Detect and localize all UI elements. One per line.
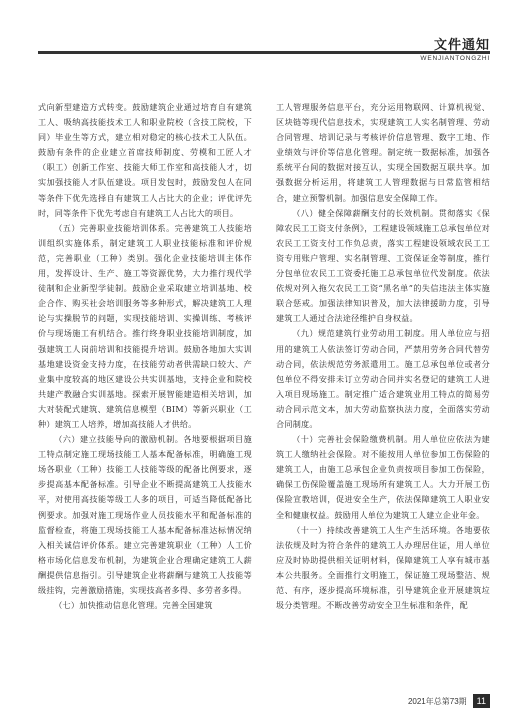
right-column xyxy=(276,100,490,613)
section-subtitle: WENJIANTONGZHI xyxy=(420,55,490,62)
page-number: 11 xyxy=(473,694,490,708)
left-column xyxy=(38,100,252,613)
paragraph: （十）完善社会保险缴费机制。用人单位应依法为建筑工人缴纳社会保险。对不能按用人单位参加工伤保险的建筑工人，由施工总承包企业负责按项目参加工伤保险，确保工伤保险覆盖施工现场所有建筑工人。大力开展工伤保险宣教培训，促进安全生产，依法保障建筑工人职业安全和健康权益。鼓励用人单位为建筑工人建立企业年金。 xyxy=(276,434,490,520)
header-rule xyxy=(38,51,490,54)
paragraph: 式向新型建造方式转变。鼓励建筑企业通过培育自有建筑工人、吸纳高技能技术工人和职业院校（含技工院校，下同）毕业生等方式，建立相对稳定的核心技术工人队伍。鼓励有条件的企业建立首席技师制度、劳模和工匠人才（职工）创新工作室、技能大师工作室和高技能人才，切实加强技能人才队伍建设。项目发包时，鼓励发包人在同等条件下优先选择自有建筑工人占比大的企业；评优评先时，同等条件下优先考虑自有建筑工人占比大的项目。 xyxy=(38,102,252,218)
paragraph: （五）完善职业技能培训体系。完善建筑工人技能培训组织实施体系，制定建筑工人职业技能标准和评价规范，完善职业（工种）类别。强化企业技能培训主体作用，发挥设计、生产、施工等资源优势，大力推行现代学徒制和企业新型学徒制。鼓励企业采取建立培训基地、校企合作、购买社会培训服务等多种形式，解决建筑工人理论与实操脱节的问题，实现技能培训、实操训练、考核评价与现场施工有机结合。推行终身职业技能培训制度，加强建筑工人岗前培训和技能提升培训。鼓励各地加大实训基地建设资金支持力度，在技能劳动者供需缺口较大、产业集中度较高的地区建设公共实训基地，支持企业和院校共建产教融合实训基地。探索开展智能建造相关培训，加大对装配式建筑、建筑信息模型（BIM）等新兴职业（工种）建筑工人培养，增加高技能人才供给。 xyxy=(38,222,252,429)
paragraph: （十一）持续改善建筑工人生产生活环境。各地要依法依规及时为符合条件的建筑工人办理居住证，用人单位应及时协助提供相关证明材料，保障建筑工人享有城市基本公共服务。全面推行文明施工，保证施工现场整洁、规范、有序，逐步提高环境标准，引导建筑企业开展建筑垃圾分类管理。不断改善劳动安全卫生标准和条件，配 xyxy=(276,524,490,611)
paragraph: （六）建立技能导向的激励机制。各地要根据项目施工特点制定施工现场技能工人基本配备标准，明确施工现场各职业（工种）技能工人技能等级的配备比例要求，逐步提高基本配备标准。引导企业不断提高建筑工人技能水平，对使用高技能等级工人多的项目，可适当降低配备比例要求。加强对施工现场作业人员技能水平和配备标准的监督检查，将施工现场技能工人基本配备标准达标情况纳入相关诚信评价体系。建立完善建筑职业（工种）人工价格市场化信息发布机制，为建筑企业合理确定建筑工人薪酬提供信息指引。引导建筑企业将薪酬与建筑工人技能等级挂钩，完善激励措施，实现技高者多得、多劳者多得。 xyxy=(38,434,252,595)
paragraph: （七）加快推动信息化管理。完善全国建筑 xyxy=(54,600,213,611)
paragraph: （八）健全保障薪酬支付的长效机制。贯彻落实《保障农民工工资支付条例》，工程建设领域施工总承包单位对农民工工资支付工作负总责，落实工程建设领域农民工工资专用账户管理、实名制管理、工资保证金等制度，推行分包单位农民工工资委托施工总承包单位代发制度。依法依规对列入拖欠农民工工资“黑名单”的失信违法主体实施联合惩戒。加强法律知识普及，加大法律援助力度，引导建筑工人通过合法途径维护自身权益。 xyxy=(276,207,490,324)
issue-label: 2021年总第73期 xyxy=(407,696,467,706)
paragraph: 工人管理服务信息平台，充分运用物联网、计算机视觉、区块链等现代信息技术，实现建筑工人实名制管理、劳动合同管理、培训记录与考核评价信息管理、数字工地、作业绩效与评价等信息化管理。制定统一数据标准，加强各系统平台间的数据对接互认，实现全国数据互联共享。加强数据分析运用，将建筑工人管理数据与日常监管相结合，建立预警机制。加强信息安全保障工作。 xyxy=(276,102,490,203)
page-footer xyxy=(408,694,490,708)
paragraph: （九）规范建筑行业劳动用工制度。用人单位应与招用的建筑工人依法签订劳动合同，严禁用劳务合同代替劳动合同，依法规范劳务派遣用工。施工总承包单位或者分包单位不得安排未订立劳动合同并实名登记的建筑工人进入项目现场施工。制定推广适合建筑业用工特点的简易劳动合同示范文本，加大劳动监察执法力度，全面落实劳动合同制度。 xyxy=(276,328,490,429)
section-title: 文件通知 xyxy=(433,38,490,53)
page-header xyxy=(0,0,528,70)
